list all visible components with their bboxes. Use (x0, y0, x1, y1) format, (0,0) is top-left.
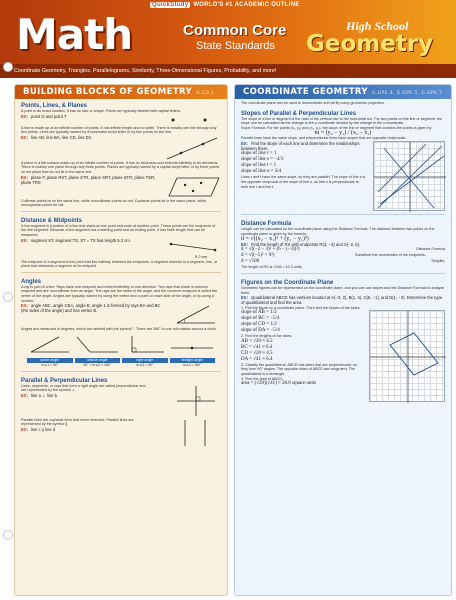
paragraph: Geometric figures can be represented on the coordinate plane, and you can use slopes and the Distance Formula to analyze them. (241, 285, 445, 295)
angle-type-value: m∠1 < 90° (41, 362, 59, 367)
paragraph: Lines, segments, or rays that form a right angle are called perpendicular and are represented by the symbol ⊥. (21, 383, 146, 393)
step: 1. Plot the figure on a coordinate plane. Then find the slopes of the sides. (241, 305, 361, 310)
example: EX: Find the slope of each line and determine the relationships between them. (241, 140, 360, 152)
paragraph: Collinear points lie on the same line, while noncollinear points do not. Coplanar points lie in the same plane, while noncoplanar points do not. (21, 198, 206, 208)
segment-length-label: 5.2 cm (195, 253, 208, 259)
acute-angle-icon (27, 334, 73, 356)
example-text: angle ABC, angle CBA, angle B, angle 1 is formed by rays BA and BC (the sides of the angle) and has vertex B. (21, 303, 161, 314)
slope-line: slope of line u = 3/4 (241, 169, 282, 175)
parallel-lines-figure (171, 418, 221, 448)
section-heading: Slopes of Parallel & Perpendicular Lines (241, 110, 357, 117)
divider (241, 214, 445, 215)
paragraph: Slope Formula: For the points (x₁, y₁) and (x₂, y₂), the slope of the line or segment that contains the points is given by (241, 125, 432, 130)
slope-formula: m = (y₂ − y₁) / (x₂ − x₁) (314, 130, 372, 137)
divider (241, 273, 445, 274)
distance-formula: d = √((x₂ − x₁)² + (y₂ − y₁)²) (241, 236, 309, 243)
banner-title: COORDINATE GEOMETRY (243, 87, 368, 97)
example-text: point G and point T (30, 113, 67, 119)
step: 4. Find the area of ABCD. (241, 376, 284, 381)
punch-hole (3, 62, 13, 72)
line-figure (163, 135, 221, 161)
angle-type-cell (75, 358, 121, 368)
paragraph: Parallel lines are coplanar lines that never intersect. Parallel lines are represented by the symbol ∥. (21, 417, 134, 427)
step-text: Find the lengths of the sides. (245, 334, 293, 339)
example: EX: Quadrilateral ABCD has vertices located at A(−3, 2), B(1, 4), C(5, −1), and D(1, −3). Determine the type of quadrilateral and find the area. (241, 295, 443, 306)
angle-type-label: straight angle (170, 358, 216, 363)
banner-title: BUILDING BLOCKS OF GEOMETRY (23, 87, 193, 97)
slopes-graph-lines (374, 142, 446, 212)
section-heading: Points, Lines, & Planes (21, 103, 88, 109)
angle-type-cell (170, 358, 216, 368)
distance-midpoints-section (15, 214, 227, 270)
paragraph: The slope of a line or segment is the ratio of the vertical rise to the horizontal run. For two points on the line or segment, the slope can be calculated as the change in the y-coordinate divided by the change in the x-coordinate. (241, 116, 443, 126)
step-text: Plot the figure on a coordinate plane. Then find the slopes of the sides. (245, 305, 361, 310)
step-note: Simplify. (431, 259, 445, 264)
example-row (21, 303, 221, 327)
example-row (21, 135, 221, 161)
example-text: line AB, line BA, line CD, line DC (30, 134, 92, 140)
side-length: DA = √41 ≈ 6.4 (241, 356, 273, 362)
example: EX: line AB, line BA, line CD, line DC (21, 134, 92, 140)
paragraph: Lines r and t have the same slope, so they are parallel. The slope of line s is the opposite reciprocal of the slope of line u, so line s is perpendicular to both line r and line t. (241, 175, 366, 189)
angle-type-value: 90° < m∠2 < 180° (83, 362, 112, 367)
slope-example (241, 141, 367, 189)
topics-strip: Coordinate Geometry, Triangles, Parallelograms, Similarity, Three-Dimensional Figures, Probability, and more! (0, 64, 456, 78)
coordinate-geometry-banner (235, 85, 451, 99)
slopes-graph (373, 141, 445, 211)
example: EX: Find the length of RS with endpoints R(3, −3) and S(−2, 6). (241, 242, 361, 248)
slope-line: slope of line s = −4/3 (241, 157, 284, 163)
example: EX: plane P, plane RST, plane STR, plane SRT, plane STR, plane TSR, plane TRS (21, 174, 156, 185)
section-heading: Figures on the Coordinate Plane (241, 279, 334, 286)
step: d = √106 (241, 259, 260, 265)
section-heading: Angles (21, 278, 42, 285)
angle-type-label: obtuse angle (75, 358, 121, 363)
step-note: Substitute the coordinates of the endpoints. (355, 253, 426, 258)
obtuse-angle-icon (74, 334, 120, 356)
points-figure (161, 114, 221, 126)
brand-logo: QuickStudy (152, 2, 189, 8)
divider (21, 272, 221, 273)
example: EX: angle ABC, angle CBA, angle B, angle 1 is formed by rays BA and BC (the sides of the angle) and has vertex B. (21, 303, 161, 314)
side-length: BC = √41 ≈ 6.4 (241, 344, 273, 350)
building-blocks-banner (15, 85, 227, 99)
side-lengths (241, 339, 363, 363)
perpendicular-text (21, 384, 151, 398)
step-text: Find the area of ABCD. (245, 376, 284, 381)
example-text: line a ⊥ line b (30, 392, 57, 398)
paragraph: A ray is part of a line. Rays have one endpoint and extend infinitely in one direction. Two rays that share a common endpoint and are noncollinear form an angle. The rays are the sides of the angle, and the common endpoint is called the vertex of the angle. Angles are typically named by using the vertex and a point on each side of the angle, or by using a number. (21, 284, 218, 303)
example-text: Quadrilateral ABCD has vertices located at A(−3, 2), B(1, 4), C(5, −1), and D(1, −3). Determine the type of quadrilateral and find the area. (241, 295, 443, 306)
banner-code: G.GPE.4, G.GPE.5, G.GPE.7 (371, 91, 443, 96)
divider (21, 211, 221, 212)
section-heading: Parallel & Perpendicular Lines (21, 377, 108, 384)
step: 2. Find the lengths of the sides. (241, 334, 293, 339)
side-slope: slope of CD = 1/2 (241, 322, 277, 328)
example: EX: segment ST, segment TS, ST = TS has length 5.2 cm. (21, 237, 131, 243)
paragraph: Length can be calculated on the coordinate plane using the Distance Formula. The distance between two points on the coordinate plane is given by the formula (241, 226, 435, 236)
plane-figure (167, 175, 221, 199)
example-text: segment ST, segment TS, ST = TS has length 5.2 cm. (30, 237, 131, 243)
example: EX: line a ⊥ line b (21, 392, 57, 398)
example-text: Find the slope of each line and determine the relationships between them. (241, 140, 360, 152)
angle-type-cell (27, 358, 73, 368)
paragraph: Angles are measured in degrees, which are labeled with the symbol °. There are 360° in one full rotation around a circle. (21, 327, 217, 332)
parallel-text (21, 418, 151, 432)
step: d = √((−2 − 3)² + (6 − (−3))²) (241, 247, 300, 253)
angle-figure (171, 303, 221, 327)
angles-section (15, 275, 227, 369)
result: The length of RS is √106 ≈ 10.3 units. (241, 265, 303, 270)
distance-formula-section (235, 217, 451, 271)
building-blocks-column (14, 84, 228, 596)
side-slope: slope of DA = −5/4 (241, 328, 280, 334)
angle-type-label: right angle (122, 358, 168, 363)
side-length: CD = √20 ≈ 4.5 (241, 350, 273, 356)
paragraph: Parallel lines have the same slope, and perpendicular lines have slopes that are opposite reciprocals. (241, 136, 407, 141)
example-row (21, 238, 221, 260)
brand-tagline: WORLD'S #1 ACADEMIC OUTLINE (193, 2, 300, 8)
slope-example-row (241, 141, 445, 211)
angle-type-cell (122, 358, 168, 368)
intro-section (235, 99, 451, 107)
paragraph: A point is an exact location. It has no size or shape. Points are typically labeled with capital letters. (21, 109, 181, 113)
coordinate-geometry-column (234, 84, 452, 596)
paragraph: A line is made up of an infinite number of points. It has infinite length and no width. There is exactly one line through any two points. Lines are typically named by a lowercase script letter or by two points on the line. (21, 125, 217, 135)
step: 3. Classify the quadrilateral. ABCD has sides that are perpendicular, so they form 90° angles. The opposite sides of ABCD are congruent. The quadrilateral is a rectangle. (241, 362, 357, 376)
common-core-title: Common Core (183, 22, 287, 39)
example-text: Find the length of RS with endpoints R(3, −3) and S(−2, 6). (250, 242, 361, 248)
angle-types-figures (21, 332, 221, 356)
section-heading: Distance Formula (241, 220, 292, 227)
level-label: High School (346, 19, 409, 33)
quadrilateral-graph (369, 310, 445, 402)
divider (21, 371, 221, 372)
section-heading: Distance & Midpoints (21, 217, 83, 224)
page-title: Math (16, 10, 133, 59)
step-text: Classify the quadrilateral. ABCD has sides that are perpendicular, so they form 90° angles. The opposite sides of ABCD are congruent. The quadrilateral is a rectangle. (241, 362, 357, 376)
figures-section (235, 276, 451, 403)
example-text: plane P, plane RST, plane STR, plane SRT, plane STR, plane TSR, plane TRS (21, 174, 156, 185)
side-slope: slope of AB = 1/2 (241, 310, 277, 316)
course-title: Geometry (306, 31, 434, 57)
perpendicular-lines-figure (171, 384, 221, 418)
example-row (21, 175, 221, 199)
angle-type-value: m∠4 = 180° (182, 362, 202, 367)
quadrilateral-graph-lines (370, 311, 446, 403)
points-lines-planes-section (15, 99, 227, 209)
example-row (21, 114, 221, 126)
paragraph: A plane is a flat surface made up of an infinite number of points. It has no thickness and extends infinitely in all directions. There is exactly one plane through any three points. Planes are typically named by a capital script letter or by three points on the plane that do not lie in the same line. (21, 160, 220, 174)
banner-code: G.CO.1 (196, 91, 215, 96)
side-slope: slope of BC = −5/4 (241, 316, 280, 322)
punch-hole (3, 530, 13, 540)
area-result: area = (√20)(√41) ≈ 28.6 square units (241, 381, 317, 387)
angle-type-value: m∠3 = 90° (136, 362, 154, 367)
punch-hole (3, 292, 13, 302)
header-banner (0, 0, 456, 78)
step: d = √((−5)² + 9²) (241, 253, 275, 259)
slopes-section (235, 107, 451, 212)
straight-angle-icon (169, 334, 215, 356)
figures-example-row (241, 306, 445, 402)
segment-figure (167, 238, 221, 260)
slope-line: slope of line r = 1 (241, 151, 277, 157)
paragraph: The midpoint of a segment is the point that lies halfway between the endpoints. A segment bisector is a segment, line, or plane that intersects a segment at its midpoint. (21, 259, 218, 269)
paragraph: The coordinate plane can be used to demonstrate and verify many geometric properties. (241, 101, 386, 105)
right-angle-icon (122, 334, 168, 356)
parallel-perpendicular-section (15, 374, 227, 449)
slope-line: slope of line t = 1 (241, 163, 277, 169)
side-slopes (241, 310, 363, 334)
perpendicular-row (21, 384, 221, 418)
paragraph: A line segment is a portion of a line that starts at one point and ends at another point. These points are the endpoints of the line segment. Because a line segment has a starting point and an ending point, it has finite length that can be measured. (21, 223, 216, 237)
step-note: Distance Formula (416, 247, 445, 252)
slope-results (241, 151, 367, 175)
example-text: line c ∥ line d (30, 426, 56, 432)
state-standards-title: State Standards (196, 40, 275, 52)
brand (150, 2, 300, 8)
example: EX: point G and point T (21, 113, 67, 119)
angle-type-label: acute angle (27, 358, 73, 363)
side-length: AB = √20 ≈ 4.5 (241, 338, 273, 344)
example: EX: line c ∥ line d (21, 426, 56, 432)
parallel-row (21, 418, 221, 448)
angle-types-table (21, 358, 221, 368)
figures-steps (241, 306, 363, 388)
